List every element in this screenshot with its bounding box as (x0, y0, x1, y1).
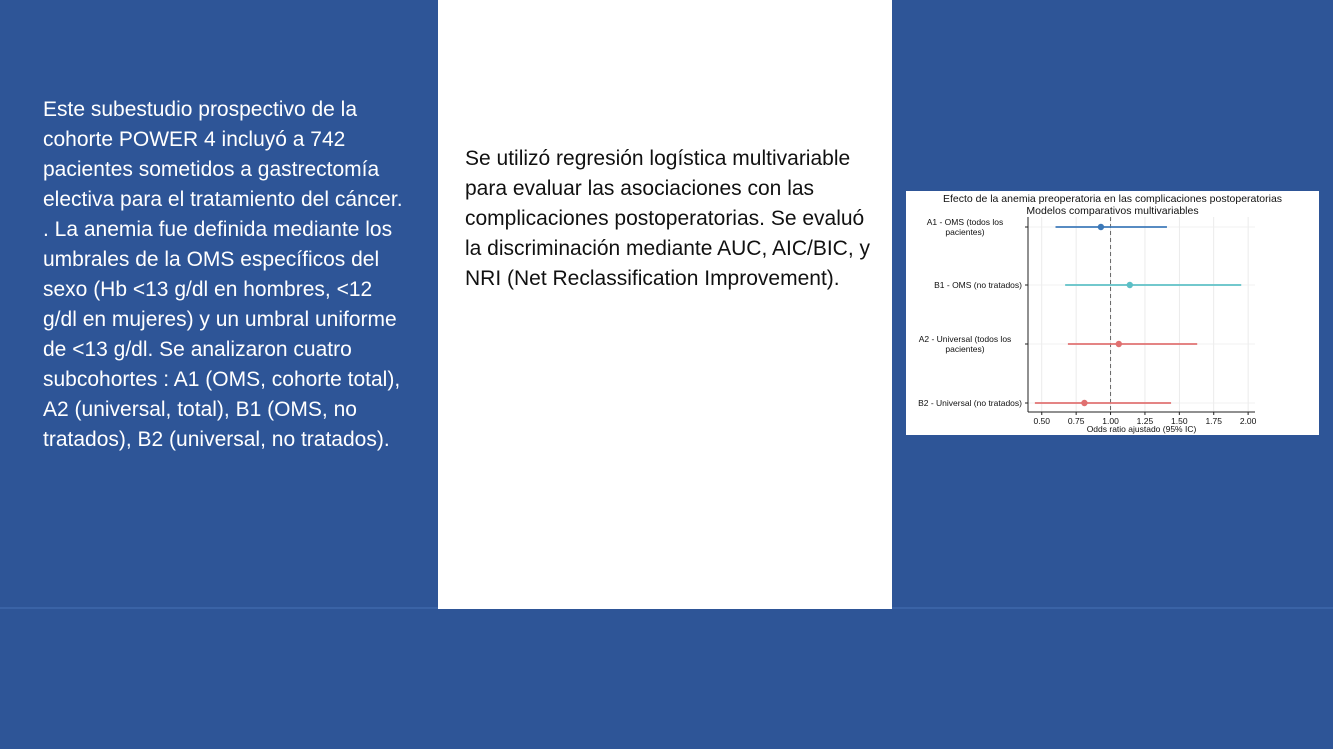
forest-plot-chart (906, 191, 1319, 435)
methods-text: Se utilizó regresión logística multivariable para evaluar las asociaciones con las complicaciones postoperatorias. Se evaluó la discriminación mediante AUC, AIC/BIC, y NRI (Net Reclassification Improvement). (465, 147, 870, 290)
row-label: pacientes) (945, 344, 985, 354)
x-tick-label: 2.00 (1239, 416, 1257, 426)
x-tick-label: 1.25 (1136, 416, 1154, 426)
chart-subtitle: Modelos comparativos multivariables (1026, 205, 1199, 217)
x-tick-label: 1.75 (1205, 416, 1223, 426)
study-description-text: Este subestudio prospectivo de la cohorte POWER 4 incluyó a 742 pacientes sometidos a gastrectomía electiva para el tratamiento del cáncer. . La anemia fue definida mediante los umbrales de la OMS específicos del sexo (Hb <13 g/dl en hombres, <12 g/dl en mujeres) y un umbral uniforme de <13 g/dl. Se analizaron cuatro subcohortes : A1 (OMS, cohorte total), A2 (universal, total), B1 (OMS, no tratados), B2 (universal, no tratados). (43, 98, 403, 451)
point-estimate (1081, 400, 1087, 406)
x-tick-label: 0.50 (1033, 416, 1051, 426)
point-estimate (1127, 282, 1133, 288)
chart-title: Efecto de la anemia preoperatoria en las complicaciones postoperatorias (942, 193, 1283, 205)
forest-plot-svg (906, 191, 1319, 435)
x-tick-label: 0.75 (1067, 416, 1085, 426)
point-estimate (1098, 224, 1104, 230)
x-tick-label: 1.50 (1171, 416, 1188, 426)
row-label: B2 - Universal (no tratados) (918, 398, 1022, 408)
x-tick-label: 1.00 (1102, 416, 1119, 426)
methods-panel (438, 0, 892, 609)
x-axis-label: Odds ratio ajustado (95% IC) (1086, 424, 1197, 434)
row-label: A2 - Universal (todos los (918, 334, 1012, 344)
point-estimate (1116, 341, 1122, 347)
row-label: pacientes) (945, 227, 985, 237)
row-label: B1 - OMS (no tratados) (934, 280, 1022, 290)
row-label: A1 - OMS (todos los (926, 217, 1004, 227)
